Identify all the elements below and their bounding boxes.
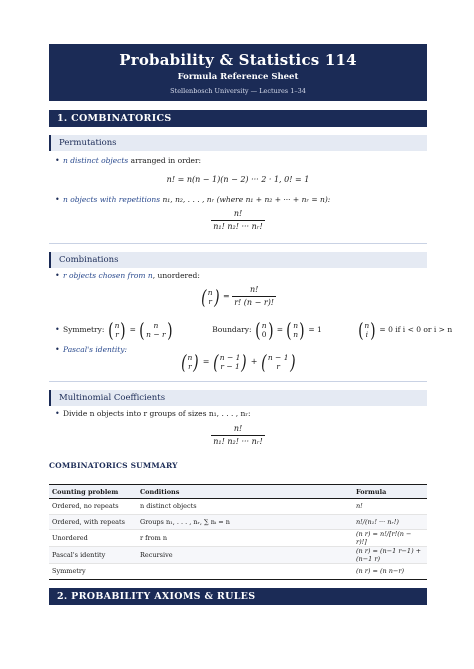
column-header: Formula bbox=[353, 485, 427, 499]
permutations-repetition-formula: $\frac{n!}{\text{n₁! n₂! ··· nᵣ!}}$ bbox=[213, 209, 263, 231]
bullet-icon: • bbox=[55, 195, 60, 204]
table-cell: n!/(n₁! ··· nᵣ!) bbox=[353, 514, 427, 530]
multinomial-formula: $\frac{n!}{\text{n₁! n₂! ··· nᵣ!}}$ bbox=[213, 424, 263, 446]
page-title: Probability & Statistics 114 bbox=[119, 51, 357, 69]
table-cell: (n r) = n!/[r!(n − r)!] bbox=[353, 530, 427, 547]
factorial-formula: n! = n(n − 1)(n − 2) ··· 2 · 1, 0! = 1 bbox=[166, 175, 310, 184]
pascal-identity-formula: ( n r ) = ( n − 1 r − 1 ) + ( n − 1 r ) bbox=[180, 350, 296, 374]
table-cell: Unordered bbox=[49, 530, 137, 547]
divider bbox=[49, 243, 427, 244]
column-header: Conditions bbox=[137, 485, 353, 499]
table-row bbox=[49, 514, 427, 530]
permutations-bullet-2: • n objects with repetitions n₁, n₂, . . . , nᵣ (where n₁ + n₂ + ··· + nᵣ = n): bbox=[55, 195, 331, 204]
table-row bbox=[49, 499, 427, 515]
table-cell: Pascal's identity bbox=[49, 547, 137, 564]
permutations-bullet-1: • n distinct objects arranged in order: bbox=[55, 156, 202, 165]
table-cell bbox=[137, 564, 353, 580]
table-cell: n! bbox=[353, 499, 427, 515]
table-row bbox=[49, 547, 427, 564]
divider bbox=[49, 381, 427, 382]
table-cell: Symmetry bbox=[49, 564, 137, 580]
table-cell: Groups n₁, . . . , nᵣ, ∑ nᵢ = n bbox=[137, 514, 353, 530]
table-cell: Ordered, with repeats bbox=[49, 514, 137, 530]
table-row bbox=[49, 564, 427, 580]
subsection-permutations: Permutations bbox=[49, 135, 427, 151]
subsection-multinomial: Multinomial Coefficients bbox=[49, 390, 427, 406]
pascal-identity-bullet: • Pascal's identity: bbox=[55, 345, 128, 354]
section-heading-probability-axioms: 2. PROBABILITY AXIOMS & RULES bbox=[49, 588, 427, 605]
table-header-row bbox=[49, 485, 427, 499]
subsection-combinations: Combinations bbox=[49, 252, 427, 268]
page-meta: Stellenbosch University — Lectures 1–34 bbox=[170, 87, 306, 95]
combinations-properties: • Symmetry: ( n r ) = ( n n − r ) Boundary: ( n 0 ) = ( n n ) = 1 ( n i ) = 0 if i < 0 or i > n bbox=[55, 318, 453, 342]
bullet-icon: • bbox=[55, 409, 60, 418]
table-cell: (n r) = (n n−r) bbox=[353, 564, 427, 580]
summary-title: COMBINATORICS SUMMARY bbox=[49, 461, 178, 470]
table-cell: r from n bbox=[137, 530, 353, 547]
table-row bbox=[49, 530, 427, 547]
table-cell: Ordered, no repeats bbox=[49, 499, 137, 515]
bullet-icon: • bbox=[55, 271, 60, 280]
binomial-coefficient-formula: ( n r ) = $\frac{n!}{r! (n - r)!}$ bbox=[201, 284, 275, 309]
title-banner bbox=[49, 44, 427, 101]
column-header: Counting problem bbox=[49, 485, 137, 499]
section-heading-combinatorics: 1. COMBINATORICS bbox=[49, 110, 427, 127]
multinomial-bullet: • Divide n objects into r groups of sizes n₁, . . . , nᵣ: bbox=[55, 409, 251, 418]
combinations-bullet-1: • r objects chosen from n, unordered: bbox=[55, 271, 200, 280]
bullet-icon: • bbox=[55, 325, 60, 334]
table-cell: n distinct objects bbox=[137, 499, 353, 515]
summary-table bbox=[49, 484, 427, 580]
page-subtitle: Formula Reference Sheet bbox=[177, 72, 299, 82]
bullet-icon: • bbox=[55, 345, 60, 354]
table-cell: Recursive bbox=[137, 547, 353, 564]
table-cell: (n r) = (n−1 r−1) + (n−1 r) bbox=[353, 547, 427, 564]
bullet-icon: • bbox=[55, 156, 60, 165]
